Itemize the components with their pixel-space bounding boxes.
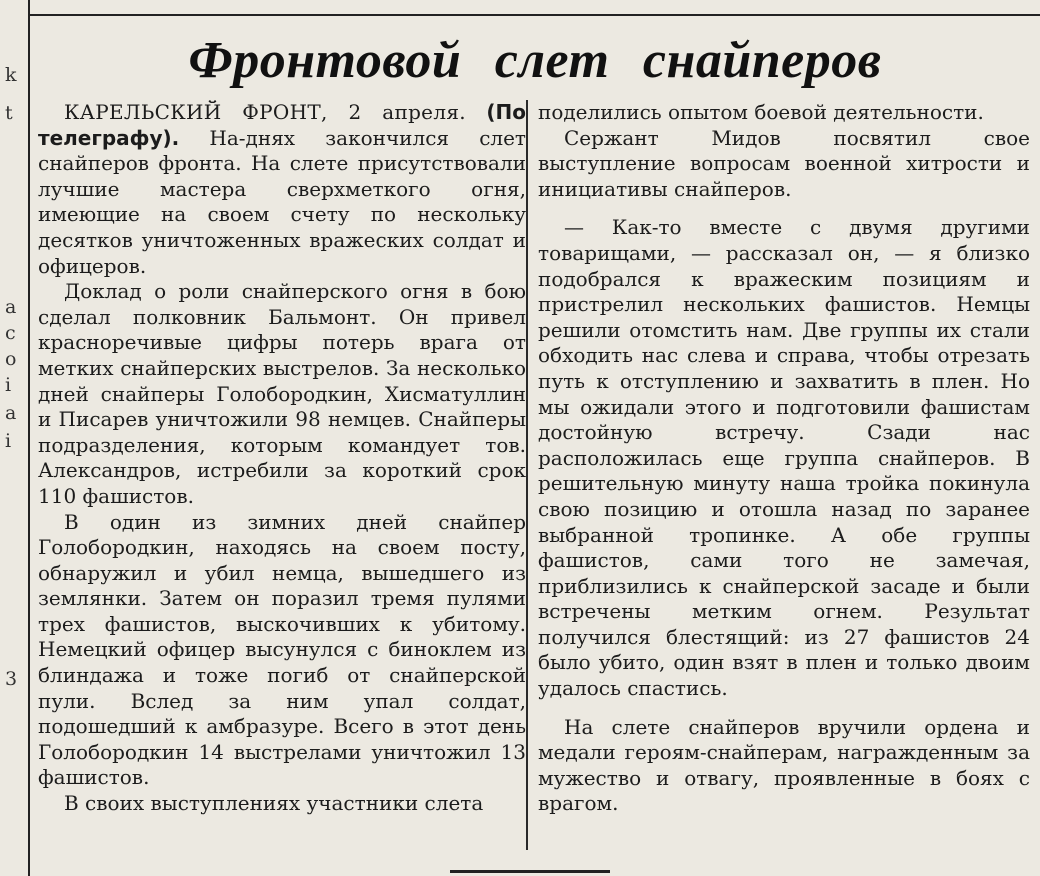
column-separator xyxy=(526,100,528,850)
margin-letter: c xyxy=(5,322,16,344)
article-column-left xyxy=(38,100,526,817)
body-paragraph: В один из зимних дней снайпер Голобородкин, находясь на своем посту, обнаружил и убил немца, вышедшего из землянки. Затем он поразил тремя пулями трех фашистов, выскочивших к убитому. Немецкий офицер высунулся с биноклем из блиндажа и тоже погиб от снайперской пули. Вслед за ним упал солдат, подошедший к амбразуре. Всего в этот день Голобородкин 14 выстрелами уничтожил 13 фашистов. xyxy=(38,509,526,790)
body-paragraph: Доклад о роли снайперского огня в бою сделал полковник Бальмонт. Он привел красноречивые цифры потерь врага от метких снайперских выстрелов. За несколько дней снайперы Голобородкин, Хисматуллин и Писарев уничтожили 98 немцев. Снайперы подразделения, которым командует тов. Александров, истребили за короткий срок 110 фашистов. xyxy=(38,279,526,508)
margin-letter: i xyxy=(5,374,12,396)
lead-text: На-днях закончился слет снайперов фронта. На слете присутствовали лучшие мастера сверхметкого огня, имеющие на своем счету по нескольку десятков уничтоженных вражеских солдат и офицеров. xyxy=(38,125,527,278)
margin-letter: 3 xyxy=(5,668,18,690)
body-paragraph: Сержант Мидов посвятил свое выступление вопросам военной хитрости и инициативы снайперов. xyxy=(538,125,1030,201)
source-tag: (По телеграфу). xyxy=(38,100,526,150)
lead-paragraph xyxy=(38,100,526,279)
left-column-rule xyxy=(28,0,30,876)
margin-letter: i xyxy=(5,430,12,452)
margin-letter: o xyxy=(5,348,17,370)
top-rule xyxy=(30,14,1040,16)
bottom-rule xyxy=(450,870,610,873)
body-paragraph: На слете снайперов вручили ордена и медали героям-снайперам, награжденным за мужество и отвагу, проявленные в боях с врагом. xyxy=(538,714,1030,816)
left-margin-fragment xyxy=(0,0,26,876)
body-paragraph-continued: поделились опытом боевой деятельности. xyxy=(538,100,984,124)
margin-letter: a xyxy=(5,296,17,318)
body-paragraph: В своих выступлениях участники слета xyxy=(64,791,484,816)
dateline: КАРЕЛЬСКИЙ ФРОНТ, 2 апреля. xyxy=(64,100,466,124)
article-column-right xyxy=(538,100,1030,817)
margin-letter: t xyxy=(5,102,13,124)
quote-paragraph: — Как-то вместе с двумя другими товарищами, — рассказал он, — я близко подобрался к вражеским позициям и пристрелил нескольких фашистов. Немцы решили отомстить нам. Две группы их стали обходить нас слева и справа, чтобы отрезать путь к отступлению и захватить в плен. Но мы ожидали этого и подготовили фашистам достойную встречу. Сзади нас расположилась еще группа снайперов. В решительную минуту наша тройка покинула свою позицию и отошла назад по заранее выбранной тропинке. А обе группы фашистов, сами того не замечая, приблизились к снайперской засаде и были встречены метким огнем. Результат получился блестящий: из 27 фашистов 24 было убито, один взят в плен и только двоим удалось спастись. xyxy=(538,215,1030,701)
article-headline: Фронтовой слет снайперов xyxy=(188,32,882,89)
margin-letter: k xyxy=(5,64,17,86)
margin-letter: a xyxy=(5,402,17,424)
